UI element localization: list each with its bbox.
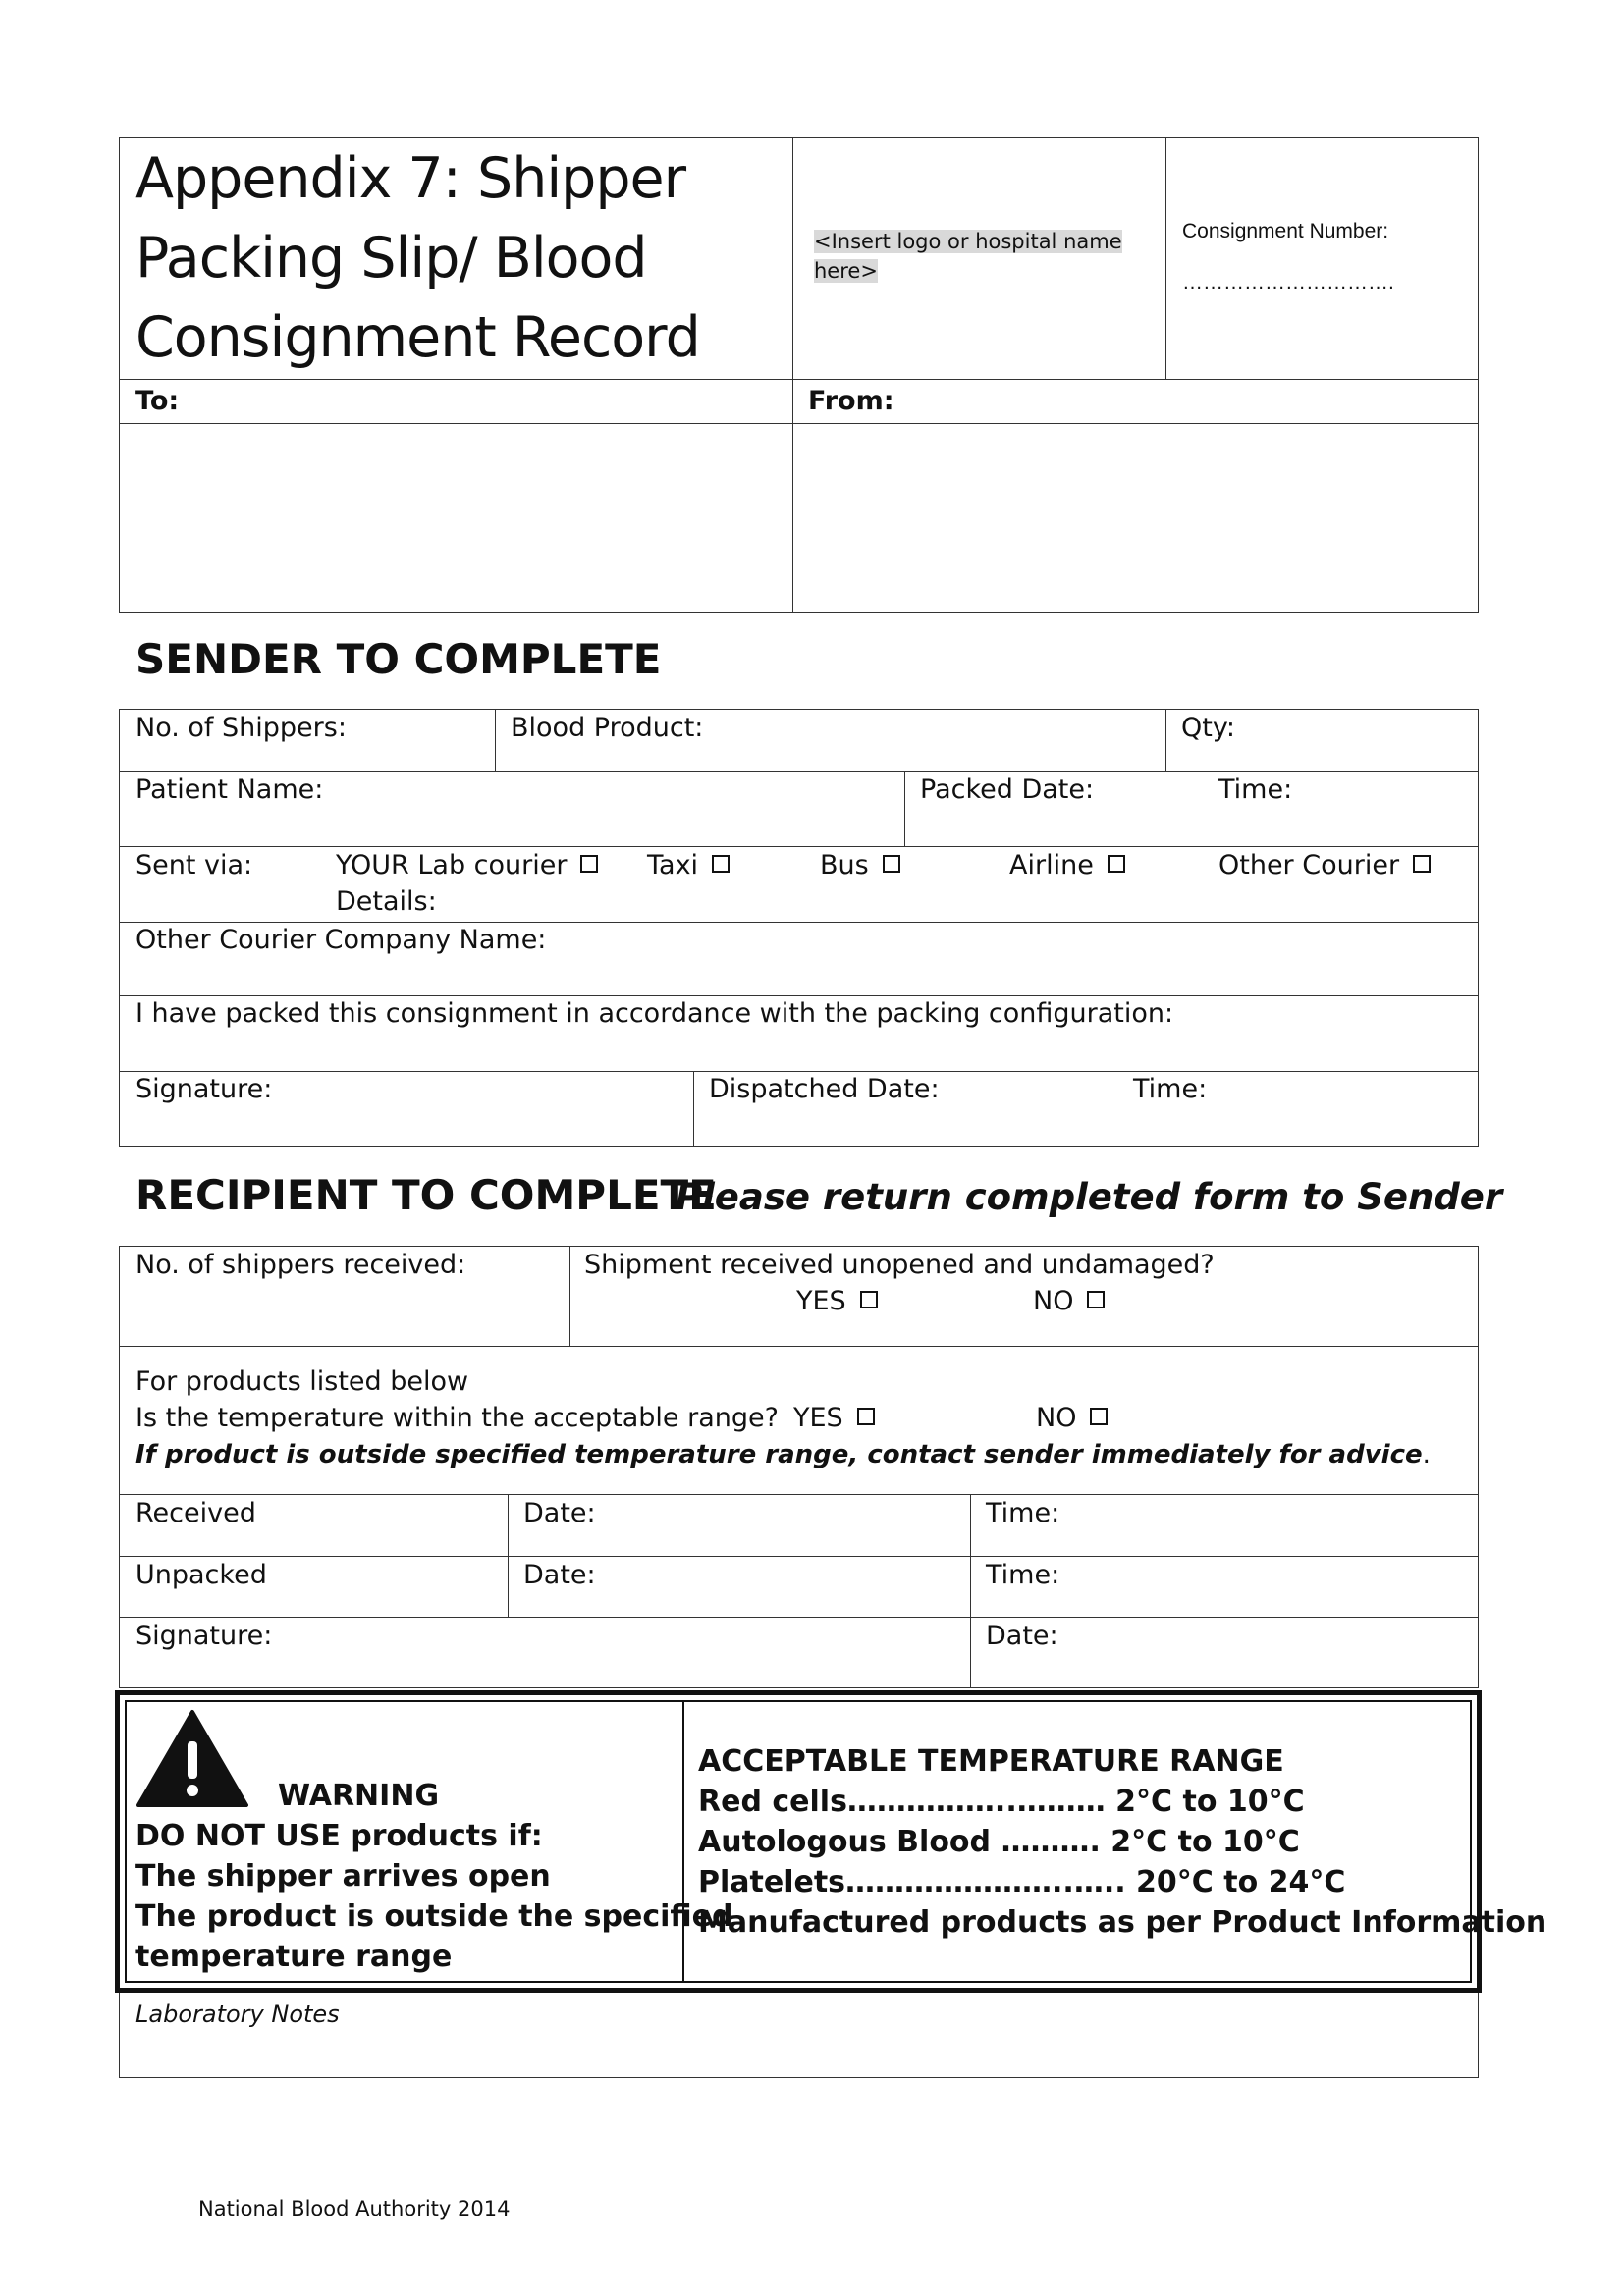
header-row-line-1	[119, 379, 1479, 380]
recipient-vline-1	[569, 1246, 570, 1346]
unopened-no[interactable]: NO	[1033, 1286, 1105, 1317]
recipient-vline-2	[508, 1494, 509, 1617]
warning-line-2: The shipper arrives open	[135, 1859, 551, 1894]
temperature-warning: If product is outside specified temperature range, contact sender immediately for advice.	[135, 1440, 1431, 1469]
received-time-label: Time:	[986, 1498, 1060, 1528]
sender-vline-2	[1165, 709, 1166, 771]
packed-time-label: Time:	[1218, 774, 1293, 805]
to-address-field[interactable]	[121, 425, 790, 611]
sender-line-3	[119, 922, 1479, 923]
from-label: From:	[808, 386, 894, 416]
recipient-line-2	[119, 1494, 1479, 1495]
header-row-line-2	[119, 423, 1479, 424]
warning-line-1: DO NOT USE products if:	[135, 1819, 543, 1853]
dispatched-date-label: Dispatched Date:	[709, 1074, 940, 1104]
shippers-received-label: No. of shippers received:	[135, 1250, 466, 1280]
checkbox-your-lab-courier[interactable]	[580, 855, 598, 873]
patient-name-label: Patient Name:	[135, 774, 324, 805]
checkbox-bus[interactable]	[883, 855, 900, 873]
option-other-courier[interactable]: Other Courier	[1218, 850, 1431, 881]
option-taxi[interactable]: Taxi	[647, 850, 730, 881]
qty-label: Qty:	[1181, 713, 1235, 743]
sender-line-2	[119, 846, 1479, 847]
checkbox-other-courier[interactable]	[1413, 855, 1431, 873]
no-of-shippers-label: No. of Shippers:	[135, 713, 347, 743]
checkbox-taxi[interactable]	[712, 855, 730, 873]
recipient-line-4	[119, 1617, 1479, 1618]
laboratory-notes-label: Laboratory Notes	[135, 2001, 340, 2028]
dispatched-time-label: Time:	[1133, 1074, 1208, 1104]
checkbox-unopened-yes[interactable]	[860, 1291, 878, 1308]
checkbox-temperature-no[interactable]	[1090, 1408, 1108, 1425]
option-airline[interactable]: Airline	[1009, 850, 1125, 881]
option-bus[interactable]: Bus	[820, 850, 900, 881]
logo-placeholder-line-2: here>	[814, 259, 878, 283]
recipient-signature-label: Signature:	[135, 1621, 273, 1651]
received-label: Received	[135, 1498, 256, 1528]
warning-divider	[682, 1700, 684, 1983]
sender-line-4	[119, 995, 1479, 996]
temperature-range-heading: ACCEPTABLE TEMPERATURE RANGE	[698, 1744, 1284, 1779]
header-divider-1	[792, 137, 793, 613]
details-label: Details:	[336, 886, 437, 917]
recipient-vline-3	[970, 1494, 971, 1688]
footer-text: National Blood Authority 2014	[198, 2197, 511, 2220]
to-label: To:	[135, 386, 180, 416]
packing-declaration: I have packed this consignment in accordance with the packing configuration:	[135, 998, 1174, 1029]
sender-line-5	[119, 1071, 1479, 1072]
checkbox-unopened-no[interactable]	[1087, 1291, 1105, 1308]
checkbox-airline[interactable]	[1108, 855, 1125, 873]
unpacked-time-label: Time:	[986, 1560, 1060, 1590]
blood-product-label: Blood Product:	[511, 713, 704, 743]
warning-title: WARNING	[278, 1779, 440, 1813]
sender-vline-3	[904, 771, 905, 846]
temperature-row-autologous: Autologous Blood ………. 2°C to 10°C	[698, 1825, 1300, 1859]
sender-vline-4	[693, 1071, 694, 1147]
recipient-line-3	[119, 1556, 1479, 1557]
page-title-line-2: Packing Slip/ Blood	[135, 226, 647, 291]
unopened-question: Shipment received unopened and undamaged?	[584, 1250, 1215, 1280]
unpacked-date-label: Date:	[523, 1560, 596, 1590]
other-courier-company-label: Other Courier Company Name:	[135, 925, 547, 955]
warning-icon	[135, 1708, 250, 1809]
temperature-no[interactable]: NO	[1036, 1403, 1108, 1434]
sender-heading: SENDER TO COMPLETE	[135, 635, 662, 683]
temperature-row-platelets: Platelets…………………..….. 20°C to 24°C	[698, 1865, 1346, 1899]
sender-line-1	[119, 771, 1479, 772]
unopened-yes[interactable]: YES	[796, 1286, 878, 1317]
warning-line-3: The product is outside the specified	[135, 1899, 733, 1934]
products-line: For products listed below	[135, 1366, 469, 1397]
option-your-lab-courier[interactable]: YOUR Lab courier	[336, 850, 598, 881]
page-title-line-1: Appendix 7: Shipper	[135, 146, 686, 211]
sender-vline-1	[495, 709, 496, 771]
received-date-label: Date:	[523, 1498, 596, 1528]
page-title-line-3: Consignment Record	[135, 305, 700, 370]
header-divider-2	[1165, 137, 1166, 379]
warning-line-4: temperature range	[135, 1940, 453, 1974]
recipient-heading: RECIPIENT TO COMPLETE	[135, 1171, 717, 1219]
from-address-field[interactable]	[794, 425, 1477, 611]
consignment-number-field[interactable]: ………………………….	[1182, 271, 1394, 294]
temperature-row-manufactured: Manufactured products as per Product Information	[698, 1905, 1547, 1940]
temperature-question: Is the temperature within the acceptable range?	[135, 1403, 779, 1433]
consignment-number-label: Consignment Number:	[1182, 220, 1389, 242]
packed-date-label: Packed Date:	[920, 774, 1095, 805]
temperature-yes[interactable]: YES	[793, 1403, 875, 1434]
temperature-row-red-cells: Red cells……………..……… 2°C to 10°C	[698, 1785, 1305, 1819]
sent-via-label: Sent via:	[135, 850, 253, 881]
recipient-heading-note: Please return completed form to Sender	[676, 1176, 1503, 1218]
checkbox-temperature-yes[interactable]	[857, 1408, 875, 1425]
logo-placeholder-line-1: <Insert logo or hospital name	[814, 230, 1122, 253]
recipient-line-1	[119, 1346, 1479, 1347]
unpacked-label: Unpacked	[135, 1560, 267, 1590]
sender-signature-label: Signature:	[135, 1074, 273, 1104]
recipient-signature-date-label: Date:	[986, 1621, 1058, 1651]
